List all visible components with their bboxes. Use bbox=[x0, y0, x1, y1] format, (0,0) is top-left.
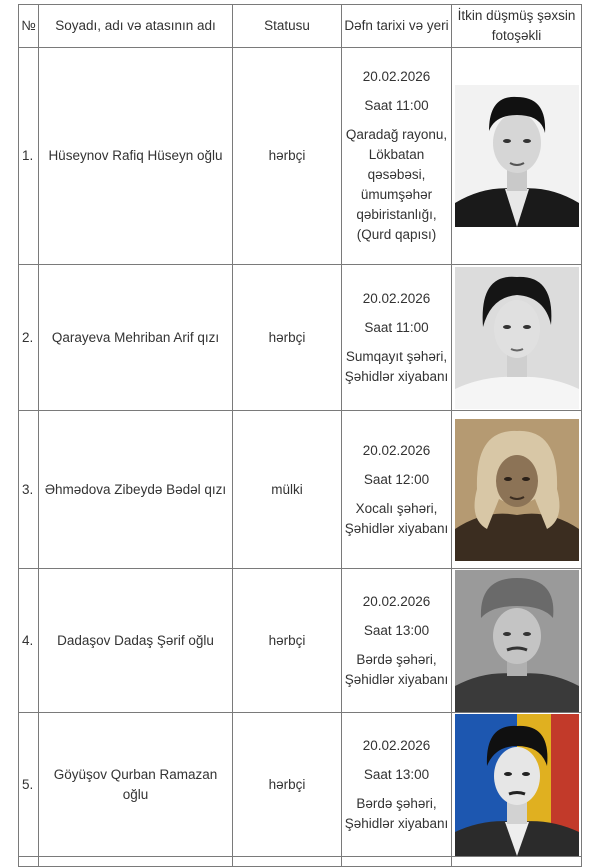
table-header-row bbox=[19, 5, 582, 48]
table-row bbox=[19, 265, 582, 411]
burial-place: Bərdə şəhəri, Şəhidlər xiyabanı bbox=[344, 795, 449, 831]
burial-schedule-table bbox=[18, 4, 582, 867]
row-status: mülki bbox=[233, 411, 342, 569]
header-burial: Dəfn tarixi və yeri bbox=[342, 5, 452, 48]
row-photo bbox=[452, 569, 582, 713]
burial-date: 20.02.2026 bbox=[362, 290, 431, 306]
row-number: 1. bbox=[19, 48, 39, 265]
portrait-photo-icon bbox=[455, 714, 579, 856]
table-row bbox=[19, 569, 582, 713]
burial-time: Saat 13:00 bbox=[363, 622, 430, 638]
row-status: hərbçi bbox=[233, 265, 342, 411]
header-name: Soyadı, adı və atasının adı bbox=[39, 5, 233, 48]
row-burial bbox=[342, 265, 452, 411]
row-name: Dadaşov Dadaş Şərif oğlu bbox=[39, 569, 233, 713]
burial-place: Xocalı şəhəri, Şəhidlər xiyabanı bbox=[344, 500, 449, 536]
row-status: hərbçi bbox=[233, 713, 342, 857]
row-burial bbox=[342, 713, 452, 857]
row-burial bbox=[342, 48, 452, 265]
burial-place: Bərdə şəhəri, Şəhidlər xiyabanı bbox=[344, 651, 449, 687]
burial-place: Qaradağ rayonu, Lökbatan qəsəbəsi, ümumşəhər qəbiristanlığı, (Qurd qapısı) bbox=[345, 127, 448, 242]
row-number: 4. bbox=[19, 569, 39, 713]
row-name: Hüseynov Rafiq Hüseyn oğlu bbox=[39, 48, 233, 265]
burial-date: 20.02.2026 bbox=[362, 593, 431, 609]
row-burial bbox=[342, 411, 452, 569]
burial-time: Saat 11:00 bbox=[364, 98, 429, 113]
portrait-photo-icon bbox=[455, 267, 579, 409]
row-name: Qarayeva Mehriban Arif qızı bbox=[39, 265, 233, 411]
table-row bbox=[19, 48, 582, 265]
row-photo bbox=[452, 265, 582, 411]
header-photo: İtkin düşmüş şəxsin fotoşəkli bbox=[452, 5, 582, 48]
table-row bbox=[19, 713, 582, 857]
burial-time: Saat 13:00 bbox=[363, 766, 430, 782]
row-photo bbox=[452, 411, 582, 569]
row-status: hərbçi bbox=[233, 569, 342, 713]
row-name: Göyüşov Qurban Ramazan oğlu bbox=[39, 713, 233, 857]
row-photo bbox=[452, 713, 582, 857]
table-row-partial bbox=[19, 857, 582, 867]
burial-time: Saat 11:00 bbox=[364, 319, 429, 335]
portrait-photo-icon bbox=[455, 85, 579, 227]
burial-date: 20.02.2026 bbox=[362, 442, 431, 458]
row-number: 2. bbox=[19, 265, 39, 411]
table-row bbox=[19, 411, 582, 569]
row-number: 5. bbox=[19, 713, 39, 857]
row-status: hərbçi bbox=[233, 48, 342, 265]
row-photo bbox=[452, 48, 582, 265]
burial-date: 20.02.2026 bbox=[362, 69, 431, 84]
header-status: Statusu bbox=[233, 5, 342, 48]
portrait-photo-icon bbox=[455, 570, 579, 712]
row-name: Əhmədova Zibeydə Bədəl qızı bbox=[39, 411, 233, 569]
row-burial bbox=[342, 569, 452, 713]
burial-place: Sumqayıt şəhəri, Şəhidlər xiyabanı bbox=[344, 348, 449, 384]
row-number: 3. bbox=[19, 411, 39, 569]
portrait-photo-icon bbox=[455, 419, 579, 561]
header-number: № bbox=[19, 5, 39, 48]
burial-date: 20.02.2026 bbox=[362, 737, 431, 753]
burial-time: Saat 12:00 bbox=[363, 471, 430, 487]
